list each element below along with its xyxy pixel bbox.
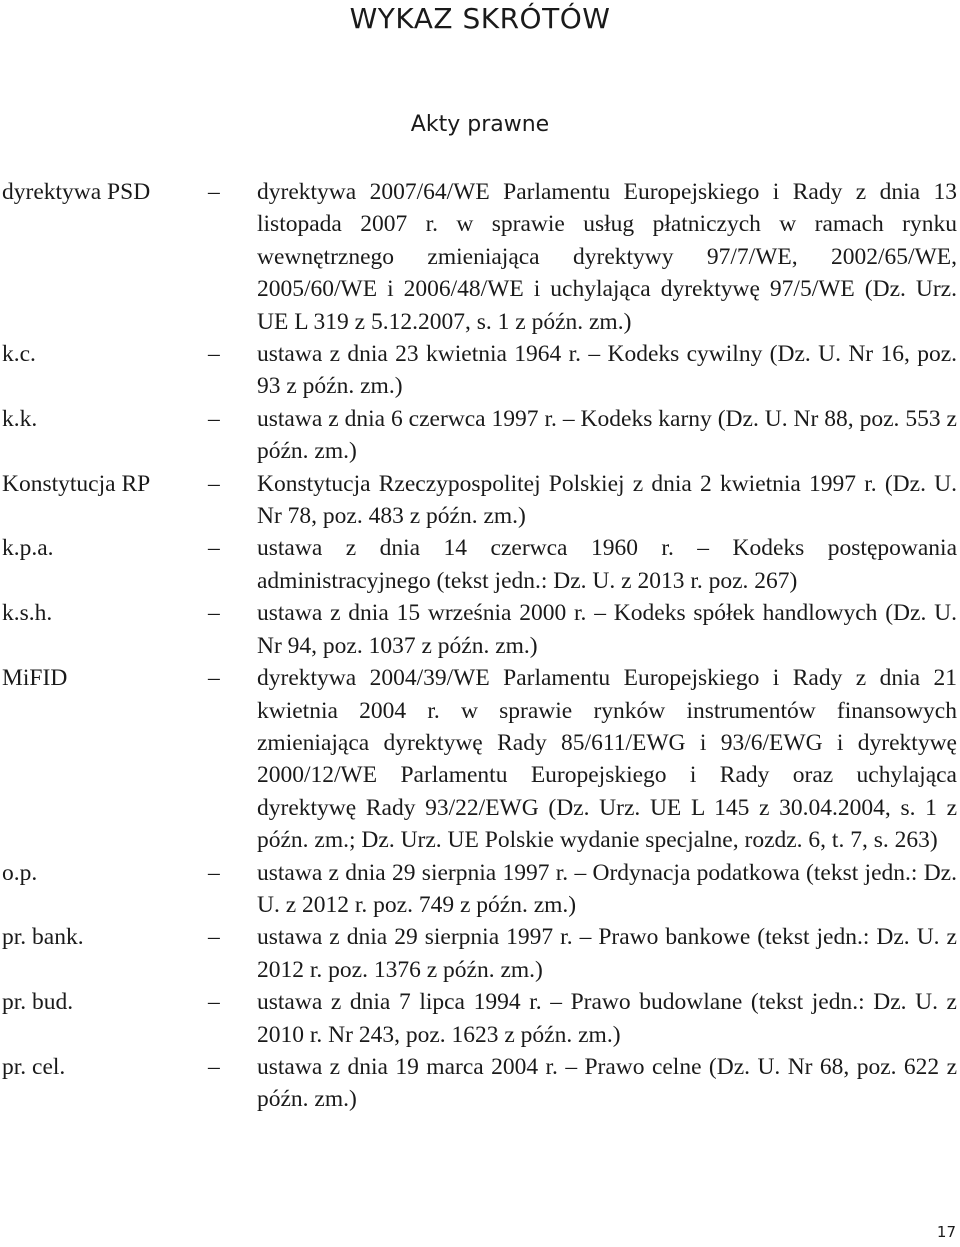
abbreviation-list (0, 176, 960, 1116)
abbreviation-entry (0, 532, 960, 597)
abbreviation-term: dyrektywa PSD (2, 179, 151, 205)
abbreviation-entry (0, 338, 960, 403)
abbreviation-entry (0, 1051, 960, 1116)
abbreviation-entry (0, 176, 960, 338)
abbreviation-entry (0, 597, 960, 662)
abbreviation-term: k.c. (2, 341, 36, 368)
abbreviation-entry (0, 921, 960, 986)
abbreviation-term: pr. bank. (2, 924, 84, 951)
abbreviation-definition: dyrektywa 2004/39/WE Parlamentu Europejskiego i Rady z dnia 21 kwietnia 2004 r. w sprawie rynków instrumentów finansowych zmieniająca dyrektywę Rady 85/611/EWG i 93/6/EWG i dyrektywę 2000/12/WE Parlamentu Europejskiego i Rady oraz uchylająca dyrektywę Rady 93/22/EWG (Dz. Urz. UE L 145 z 30.04.2004, s. 1 z późn. zm.; Dz. Urz. UE Polskie wydanie specjalne, rozdz. 6, t. 7, s. 263) (257, 665, 957, 854)
abbreviation-term: k.p.a. (2, 535, 54, 562)
abbreviation-definition: ustawa z dnia 23 kwietnia 1964 r. – Kodeks cywilny (Dz. U. Nr 16, poz. 93 z późn. zm.) (257, 341, 957, 400)
entry-dash: – (208, 665, 220, 692)
entry-dash: – (208, 600, 220, 627)
abbreviation-definition: Konstytucja Rzeczypospolitej Polskiej z dnia 2 kwietnia 1997 r. (Dz. U. Nr 78, poz. 483 z późn. zm.) (257, 470, 957, 530)
abbreviation-definition: ustawa z dnia 29 sierpnia 1997 r. – Ordynacja podatkowa (tekst jedn.: Dz. U. z 2012 r. poz. 749 z późn. zm.) (257, 859, 957, 918)
entry-dash: – (208, 341, 220, 368)
page-title: WYKAZ SKRÓTÓW (349, 2, 611, 35)
abbreviation-term: Konstytucja RP (2, 470, 151, 497)
abbreviation-entry (0, 986, 960, 1051)
abbreviation-definition: ustawa z dnia 6 czerwca 1997 r. – Kodeks karny (Dz. U. Nr 88, poz. 553 z późn. zm.) (257, 405, 957, 465)
abbreviation-term: o.p. (2, 859, 38, 886)
abbreviation-entry (0, 857, 960, 922)
entry-dash: – (208, 405, 220, 432)
abbreviation-definition: ustawa z dnia 14 czerwca 1960 r. – Kodeks postępowania administracyjnego (tekst jedn.: Dz. U. z 2013 r. poz. 267) (257, 535, 957, 594)
entry-dash: – (208, 989, 220, 1016)
entry-dash: – (208, 1053, 220, 1080)
abbreviation-entry (0, 468, 960, 533)
abbreviation-term: pr. bud. (2, 989, 74, 1016)
abbreviation-definition: ustawa z dnia 15 września 2000 r. – Kodeks spółek handlowych (Dz. U. Nr 94, poz. 1037 z późn. zm.) (257, 600, 957, 659)
abbreviation-term: MiFID (2, 665, 68, 692)
section-title: Akty prawne (410, 112, 550, 137)
abbreviation-term: k.s.h. (2, 600, 53, 627)
entry-dash: – (208, 179, 220, 205)
abbreviation-term: k.k. (2, 405, 38, 432)
abbreviation-definition: ustawa z dnia 7 lipca 1994 r. – Prawo budowlane (tekst jedn.: Dz. U. z 2010 r. Nr 243, poz. 1623 z późn. zm.) (257, 989, 957, 1048)
page-number: 17 (936, 1223, 956, 1241)
abbreviation-term: pr. cel. (2, 1053, 66, 1080)
entry-dash: – (208, 535, 220, 562)
abbreviation-definition: ustawa z dnia 29 sierpnia 1997 r. – Prawo bankowe (tekst jedn.: Dz. U. z 2012 r. poz. 1376 z późn. zm.) (257, 924, 957, 983)
abbreviation-entry (0, 662, 960, 856)
entry-dash: – (208, 470, 220, 497)
entry-dash: – (208, 859, 220, 886)
abbreviation-definition: ustawa z dnia 19 marca 2004 r. – Prawo celne (Dz. U. Nr 68, poz. 622 z późn. zm.) (257, 1053, 957, 1113)
abbreviation-entry (0, 403, 960, 468)
abbreviation-definition: dyrektywa 2007/64/WE Parlamentu Europejskiego i Rady z dnia 13 listopada 2007 r. w sprawie usług płatniczych w ramach rynku wewnętrznego zmieniająca dyrektywy 97/7/WE, 2002/65/WE, 2005/60/WE i 2006/48/WE i uchylająca dyrektywę 97/5/WE (Dz. Urz. UE L 319 z 5.12.2007, s. 1 z późn. zm.) (257, 179, 957, 335)
entry-dash: – (208, 924, 220, 951)
